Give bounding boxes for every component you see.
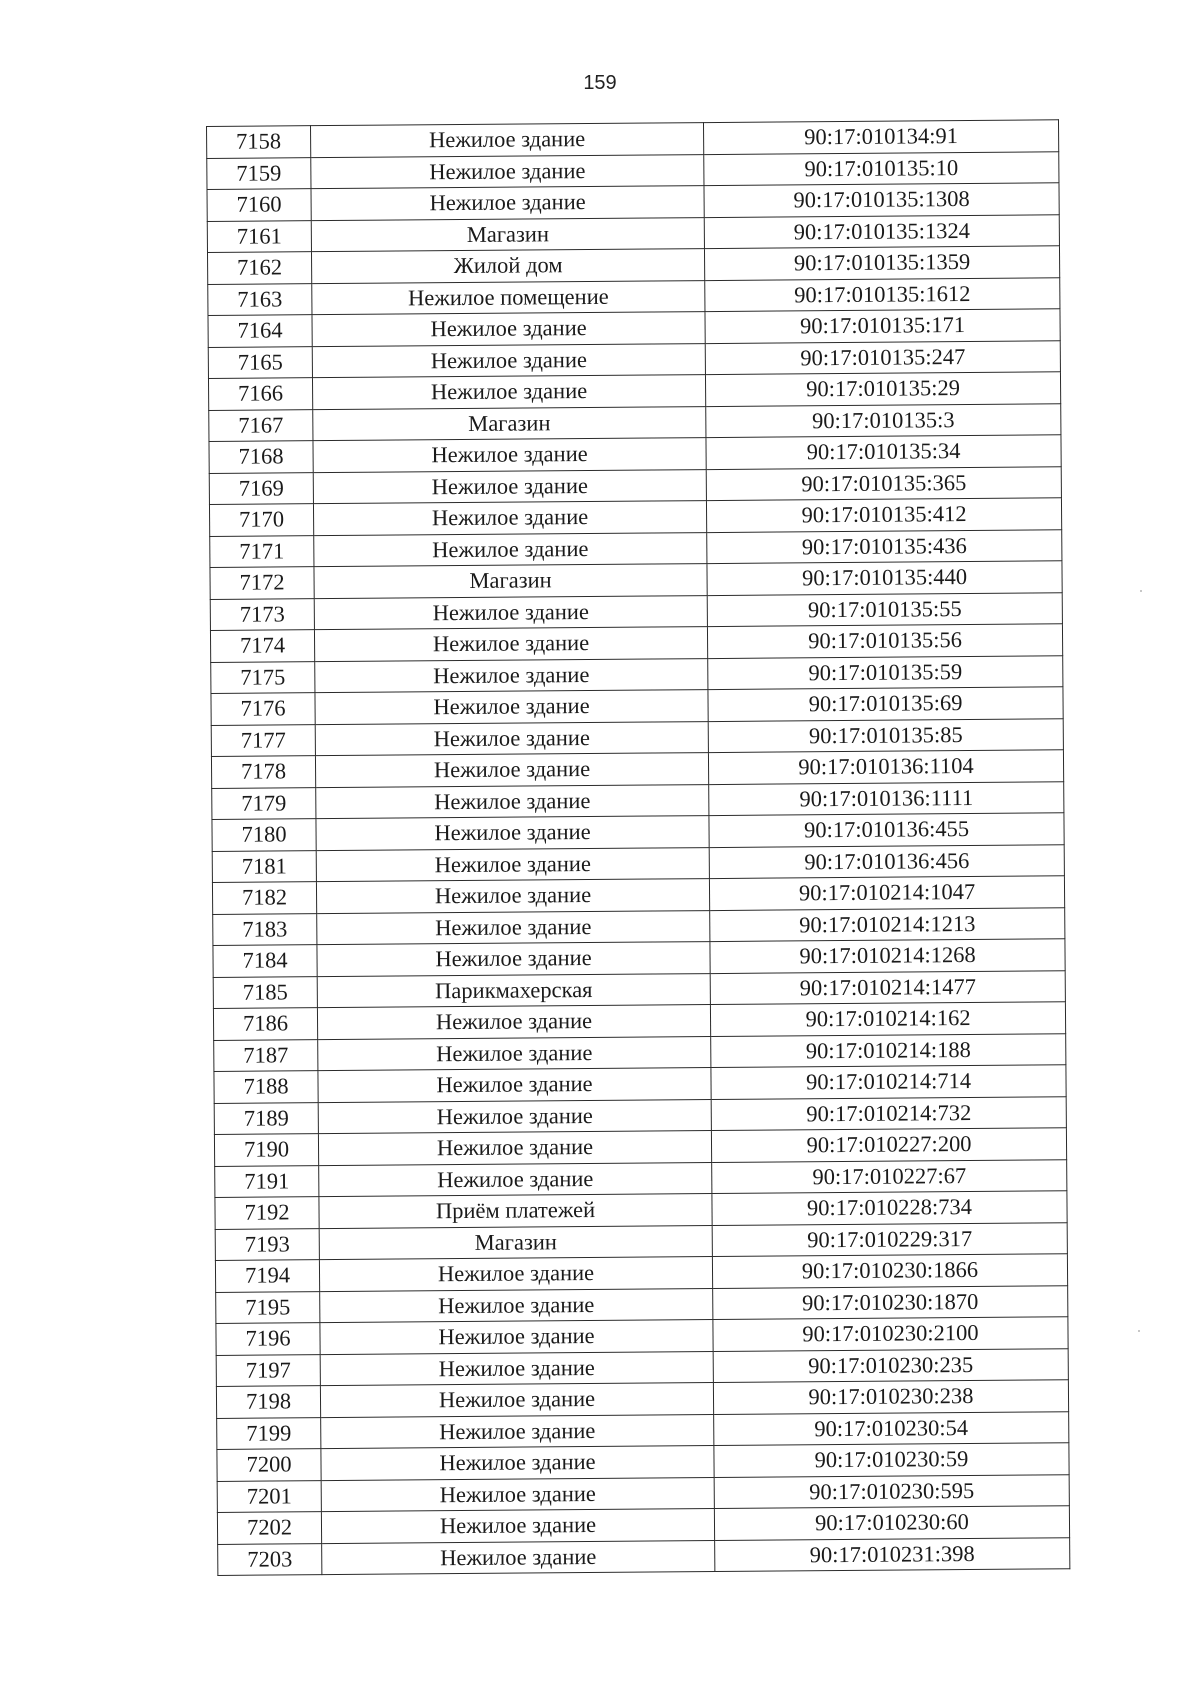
cadastral-number-cell: 90:17:010135:85 (708, 718, 1063, 752)
object-type-cell: Нежилое здание (320, 1351, 713, 1386)
row-number-cell: 7173 (210, 598, 314, 630)
cadastral-number-cell: 90:17:010135:1359 (704, 246, 1059, 280)
row-number-cell: 7183 (213, 913, 317, 945)
row-number-cell: 7177 (211, 724, 315, 756)
row-number-cell: 7158 (207, 126, 311, 158)
object-type-cell: Нежилое здание (321, 1477, 714, 1512)
row-number-cell: 7167 (209, 409, 313, 441)
cadastral-number-cell: 90:17:010229:317 (712, 1222, 1067, 1256)
cadastral-number-cell: 90:17:010230:1866 (712, 1254, 1067, 1288)
row-number-cell: 7172 (210, 567, 314, 599)
object-type-cell: Нежилое здание (320, 1383, 713, 1418)
object-type-cell: Нежилое здание (315, 690, 708, 725)
row-number-cell: 7178 (211, 756, 315, 788)
object-type-cell: Магазин (314, 564, 707, 599)
object-type-cell: Магазин (319, 1225, 712, 1260)
object-type-cell: Нежилое здание (321, 1509, 714, 1544)
cadastral-number-cell: 90:17:010135:436 (707, 529, 1062, 563)
cadastral-number-cell: 90:17:010230:1870 (713, 1285, 1068, 1319)
scan-speck (1138, 1330, 1140, 1332)
row-number-cell: 7168 (209, 441, 313, 473)
cadastral-number-cell: 90:17:010135:29 (705, 372, 1060, 406)
row-number-cell: 7164 (208, 315, 312, 347)
row-number-cell: 7200 (217, 1449, 321, 1481)
row-number-cell: 7202 (217, 1512, 321, 1544)
cadastral-number-cell: 90:17:010227:200 (711, 1128, 1066, 1162)
cadastral-number-cell: 90:17:010135:247 (705, 340, 1060, 374)
cadastral-number-cell: 90:17:010214:1268 (710, 939, 1065, 973)
object-type-cell: Нежилое здание (315, 721, 708, 756)
cadastral-number-cell: 90:17:010230:235 (713, 1348, 1068, 1382)
cadastral-number-cell: 90:17:010136:455 (709, 813, 1064, 847)
row-number-cell: 7184 (213, 945, 317, 977)
cadastral-number-cell: 90:17:010135:1324 (704, 214, 1059, 248)
row-number-cell: 7192 (215, 1197, 319, 1229)
cadastral-number-cell: 90:17:010214:714 (711, 1065, 1066, 1099)
row-number-cell: 7197 (216, 1354, 320, 1386)
row-number-cell: 7182 (212, 882, 316, 914)
object-type-cell: Нежилое здание (321, 1446, 714, 1481)
cadastral-number-cell: 90:17:010136:1104 (708, 750, 1063, 784)
row-number-cell: 7196 (216, 1323, 320, 1355)
object-type-cell: Жилой дом (311, 249, 704, 284)
cadastral-number-cell: 90:17:010231:398 (715, 1537, 1070, 1571)
row-number-cell: 7189 (214, 1102, 318, 1134)
object-type-cell: Нежилое здание (312, 343, 705, 378)
object-type-cell: Магазин (313, 406, 706, 441)
cadastral-number-cell: 90:17:010135:10 (704, 151, 1059, 185)
row-number-cell: 7169 (209, 472, 313, 504)
row-number-cell: 7199 (217, 1417, 321, 1449)
row-number-cell: 7175 (211, 661, 315, 693)
object-type-cell: Нежилое здание (322, 1540, 715, 1575)
object-type-cell: Нежилое здание (314, 595, 707, 630)
registry-table-body (207, 120, 1070, 1576)
cadastral-number-cell: 90:17:010227:67 (712, 1159, 1067, 1193)
object-type-cell: Нежилое здание (317, 1005, 710, 1040)
cadastral-number-cell: 90:17:010214:1047 (709, 876, 1064, 910)
row-number-cell: 7160 (207, 189, 311, 221)
row-number-cell: 7188 (214, 1071, 318, 1103)
row-number-cell: 7185 (213, 976, 317, 1008)
row-number-cell: 7190 (214, 1134, 318, 1166)
object-type-cell: Нежилое здание (316, 816, 709, 851)
row-number-cell: 7163 (208, 283, 312, 315)
cadastral-number-cell: 90:17:010135:34 (706, 435, 1061, 469)
object-type-cell: Нежилое здание (315, 753, 708, 788)
cadastral-number-cell: 90:17:010230:59 (714, 1443, 1069, 1477)
cadastral-number-cell: 90:17:010135:59 (708, 655, 1063, 689)
table-row (218, 1537, 1070, 1575)
cadastral-number-cell: 90:17:010230:2100 (713, 1317, 1068, 1351)
row-number-cell: 7170 (209, 504, 313, 536)
cadastral-number-cell: 90:17:010230:595 (714, 1474, 1069, 1508)
cadastral-number-cell: 90:17:010214:1213 (710, 907, 1065, 941)
row-number-cell: 7180 (212, 819, 316, 851)
cadastral-number-cell: 90:17:010228:734 (712, 1191, 1067, 1225)
row-number-cell: 7198 (216, 1386, 320, 1418)
cadastral-number-cell: 90:17:010135:365 (706, 466, 1061, 500)
cadastral-number-cell: 90:17:010135:69 (708, 687, 1063, 721)
cadastral-number-cell: 90:17:010135:412 (706, 498, 1061, 532)
object-type-cell: Нежилое здание (313, 469, 706, 504)
row-number-cell: 7174 (210, 630, 314, 662)
object-type-cell: Нежилое здание (312, 312, 705, 347)
cadastral-number-cell: 90:17:010214:1477 (710, 970, 1065, 1004)
cadastral-number-cell: 90:17:010135:1612 (705, 277, 1060, 311)
object-type-cell: Нежилое здание (311, 186, 704, 221)
object-type-cell: Нежилое здание (320, 1320, 713, 1355)
row-number-cell: 7193 (215, 1228, 319, 1260)
cadastral-number-cell: 90:17:010135:56 (707, 624, 1062, 658)
row-number-cell: 7161 (207, 220, 311, 252)
cadastral-number-cell: 90:17:010135:3 (706, 403, 1061, 437)
object-type-cell: Нежилое здание (312, 375, 705, 410)
row-number-cell: 7191 (215, 1165, 319, 1197)
cadastral-number-cell: 90:17:010135:440 (707, 561, 1062, 595)
object-type-cell: Нежилое здание (311, 123, 704, 158)
object-type-cell: Парикмахерская (317, 973, 710, 1008)
row-number-cell: 7194 (215, 1260, 319, 1292)
row-number-cell: 7159 (207, 157, 311, 189)
row-number-cell: 7195 (216, 1291, 320, 1323)
object-type-cell: Нежилое здание (316, 847, 709, 882)
object-type-cell: Нежилое здание (316, 879, 709, 914)
row-number-cell: 7171 (210, 535, 314, 567)
object-type-cell: Нежилое помещение (312, 280, 705, 315)
object-type-cell: Приём платежей (319, 1194, 712, 1229)
cadastral-number-cell: 90:17:010134:91 (703, 120, 1058, 154)
scan-speck (1140, 590, 1142, 592)
row-number-cell: 7165 (208, 346, 312, 378)
cadastral-number-cell: 90:17:010136:456 (709, 844, 1064, 878)
object-type-cell: Нежилое здание (316, 784, 709, 819)
row-number-cell: 7201 (217, 1480, 321, 1512)
row-number-cell: 7176 (211, 693, 315, 725)
object-type-cell: Нежилое здание (318, 1099, 711, 1134)
object-type-cell: Нежилое здание (315, 658, 708, 693)
cadastral-number-cell: 90:17:010214:188 (711, 1033, 1066, 1067)
object-type-cell: Нежилое здание (319, 1162, 712, 1197)
cadastral-number-cell: 90:17:010135:55 (707, 592, 1062, 626)
object-type-cell: Нежилое здание (318, 1036, 711, 1071)
object-type-cell: Магазин (311, 217, 704, 252)
row-number-cell: 7203 (218, 1543, 322, 1575)
object-type-cell: Нежилое здание (313, 438, 706, 473)
object-type-cell: Нежилое здание (318, 1131, 711, 1166)
object-type-cell: Нежилое здание (319, 1257, 712, 1292)
cadastral-number-cell: 90:17:010230:238 (713, 1380, 1068, 1414)
row-number-cell: 7179 (212, 787, 316, 819)
object-type-cell: Нежилое здание (317, 942, 710, 977)
object-type-cell: Нежилое здание (320, 1288, 713, 1323)
row-number-cell: 7187 (214, 1039, 318, 1071)
object-type-cell: Нежилое здание (314, 627, 707, 662)
row-number-cell: 7166 (208, 378, 312, 410)
page-number: 159 (583, 72, 617, 94)
object-type-cell: Нежилое здание (317, 910, 710, 945)
object-type-cell: Нежилое здание (318, 1068, 711, 1103)
registry-table (206, 119, 1070, 1576)
row-number-cell: 7162 (207, 252, 311, 284)
object-type-cell: Нежилое здание (313, 501, 706, 536)
cadastral-number-cell: 90:17:010135:171 (705, 309, 1060, 343)
object-type-cell: Нежилое здание (314, 532, 707, 567)
object-type-cell: Нежилое здание (321, 1414, 714, 1449)
row-number-cell: 7186 (213, 1008, 317, 1040)
row-number-cell: 7181 (212, 850, 316, 882)
cadastral-number-cell: 90:17:010136:1111 (709, 781, 1064, 815)
cadastral-number-cell: 90:17:010230:60 (714, 1506, 1069, 1540)
cadastral-number-cell: 90:17:010214:162 (710, 1002, 1065, 1036)
cadastral-number-cell: 90:17:010230:54 (714, 1411, 1069, 1445)
object-type-cell: Нежилое здание (311, 154, 704, 189)
cadastral-number-cell: 90:17:010135:1308 (704, 183, 1059, 217)
cadastral-number-cell: 90:17:010214:732 (711, 1096, 1066, 1130)
